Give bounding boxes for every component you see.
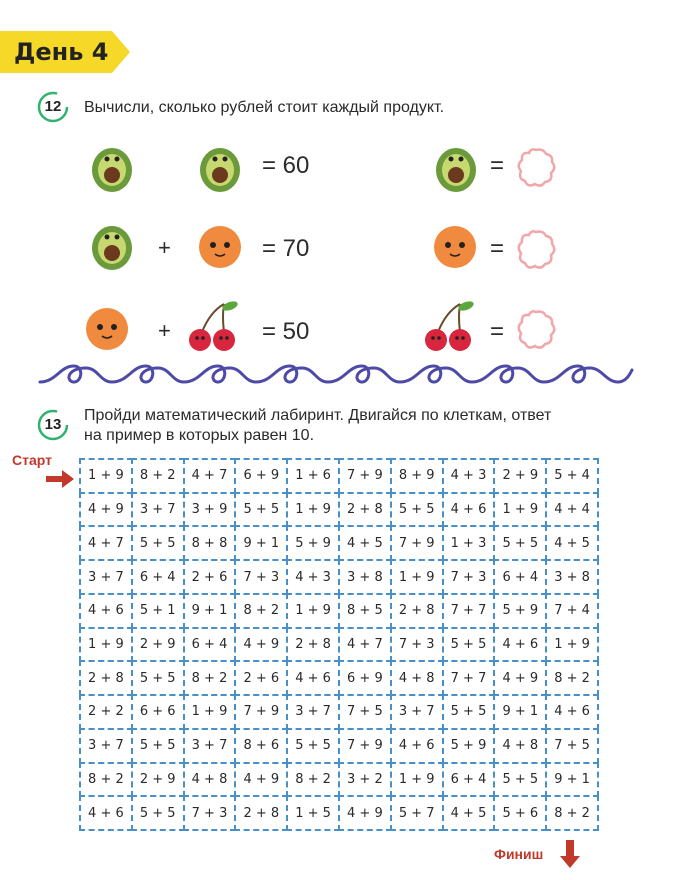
maze-cell[interactable]: 9 + 1 xyxy=(545,762,599,798)
maze-cell[interactable]: 6 + 4 xyxy=(131,559,185,595)
maze-cell[interactable]: 2 + 6 xyxy=(183,559,237,595)
maze-cell[interactable]: 3 + 2 xyxy=(338,762,392,798)
maze-cell[interactable]: 4 + 8 xyxy=(390,660,444,696)
maze-cell[interactable]: 4 + 9 xyxy=(234,762,288,798)
maze-cell[interactable]: 3 + 7 xyxy=(286,694,340,730)
plus-sign: + xyxy=(158,318,171,343)
maze-cell[interactable]: 8 + 2 xyxy=(234,593,288,629)
task-12-badge xyxy=(36,90,70,124)
maze-cell[interactable]: 6 + 4 xyxy=(442,762,496,798)
maze-cell[interactable]: 5 + 5 xyxy=(442,627,496,663)
maze-cell[interactable]: 5 + 5 xyxy=(493,762,547,798)
maze-cell[interactable]: 5 + 1 xyxy=(131,593,185,629)
maze-cell[interactable]: 3 + 8 xyxy=(545,559,599,595)
equation-1-result: = 60 xyxy=(262,152,310,179)
maze-cell[interactable]: 7 + 7 xyxy=(442,593,496,629)
finish-label: Финиш xyxy=(494,846,544,862)
maze-cell[interactable]: 4 + 3 xyxy=(286,559,340,595)
maze-cell[interactable]: 1 + 3 xyxy=(442,525,496,561)
maze-cell[interactable]: 4 + 8 xyxy=(183,762,237,798)
maze-cell[interactable]: 8 + 2 xyxy=(286,762,340,798)
maze-cell[interactable]: 7 + 3 xyxy=(390,627,444,663)
maze-cell[interactable]: 5 + 6 xyxy=(493,795,547,831)
maze-cell[interactable]: 6 + 9 xyxy=(234,458,288,494)
start-label: Старт xyxy=(12,452,52,468)
maze-cell[interactable]: 2 + 6 xyxy=(234,660,288,696)
maze-cell[interactable]: 4 + 5 xyxy=(442,795,496,831)
maze-cell[interactable]: 3 + 8 xyxy=(338,559,392,595)
maze-cell[interactable]: 6 + 4 xyxy=(493,559,547,595)
maze-cell[interactable]: 1 + 5 xyxy=(286,795,340,831)
orange-icon xyxy=(197,224,243,275)
maze-cell[interactable]: 7 + 3 xyxy=(234,559,288,595)
maze-cell[interactable]: 1 + 9 xyxy=(286,593,340,629)
maze-cell[interactable]: 4 + 4 xyxy=(545,492,599,528)
maze-cell[interactable]: 7 + 9 xyxy=(338,458,392,494)
maze-cell[interactable]: 6 + 6 xyxy=(131,694,185,730)
maze-cell[interactable]: 2 + 8 xyxy=(338,492,392,528)
orange-icon xyxy=(432,224,478,275)
maze-cell[interactable]: 1 + 6 xyxy=(286,458,340,494)
maze-cell[interactable]: 8 + 6 xyxy=(234,728,288,764)
maze-cell[interactable]: 4 + 9 xyxy=(234,627,288,663)
maze-cell[interactable]: 7 + 9 xyxy=(338,728,392,764)
orange-icon xyxy=(84,306,130,357)
maze-cell[interactable]: 4 + 6 xyxy=(286,660,340,696)
avocado-icon xyxy=(88,220,136,277)
maze-cell[interactable]: 1 + 9 xyxy=(79,458,133,494)
plus-sign: + xyxy=(158,235,171,260)
maze-cell[interactable]: 1 + 9 xyxy=(286,492,340,528)
task-12-number: 12 xyxy=(44,98,62,115)
avocado-icon xyxy=(88,142,136,199)
maze-cell[interactable]: 4 + 5 xyxy=(545,525,599,561)
answer-blob-1[interactable] xyxy=(516,146,556,195)
answer-blob-2[interactable] xyxy=(516,228,556,277)
equation-3-result: = 50 xyxy=(262,318,310,345)
maze-cell[interactable]: 3 + 7 xyxy=(79,728,133,764)
maze-cell[interactable]: 5 + 7 xyxy=(390,795,444,831)
equals-sign: = xyxy=(490,152,505,179)
cherry-icon xyxy=(186,298,242,359)
maze-cell[interactable]: 4 + 6 xyxy=(79,593,133,629)
maze-cell[interactable]: 5 + 5 xyxy=(234,492,288,528)
equals-sign: = xyxy=(490,318,505,345)
maze-cell[interactable]: 2 + 2 xyxy=(79,694,133,730)
maze-cell[interactable]: 4 + 5 xyxy=(338,525,392,561)
task-13-instruction-line2: на пример в которых равен 10. xyxy=(84,427,315,444)
wavy-divider xyxy=(36,358,636,394)
maze-cell[interactable]: 5 + 5 xyxy=(493,525,547,561)
maze-cell[interactable]: 7 + 4 xyxy=(545,593,599,629)
math-maze-grid xyxy=(80,459,598,830)
task-13-number: 13 xyxy=(44,416,62,433)
maze-cell[interactable]: 1 + 9 xyxy=(79,627,133,663)
maze-cell[interactable]: 4 + 3 xyxy=(442,458,496,494)
maze-cell[interactable]: 9 + 1 xyxy=(234,525,288,561)
maze-cell[interactable]: 8 + 2 xyxy=(131,458,185,494)
maze-cell[interactable]: 1 + 9 xyxy=(183,694,237,730)
maze-cell[interactable]: 2 + 8 xyxy=(390,593,444,629)
task-12-instruction: Вычисли, сколько рублей стоит каждый продукт. xyxy=(84,99,445,116)
cherry-icon xyxy=(422,298,478,359)
avocado-icon xyxy=(432,142,480,199)
maze-cell[interactable]: 3 + 7 xyxy=(183,728,237,764)
maze-cell[interactable]: 3 + 7 xyxy=(131,492,185,528)
maze-cell[interactable]: 5 + 5 xyxy=(131,795,185,831)
day-label: День 4 xyxy=(14,38,109,66)
maze-cell[interactable]: 4 + 9 xyxy=(79,492,133,528)
maze-cell[interactable]: 7 + 9 xyxy=(234,694,288,730)
maze-cell[interactable]: 5 + 5 xyxy=(131,525,185,561)
maze-cell[interactable]: 6 + 4 xyxy=(183,627,237,663)
task-13-badge xyxy=(36,408,70,442)
maze-cell[interactable]: 7 + 3 xyxy=(183,795,237,831)
maze-cell[interactable]: 5 + 9 xyxy=(286,525,340,561)
maze-cell[interactable]: 5 + 5 xyxy=(390,492,444,528)
maze-cell[interactable]: 4 + 6 xyxy=(79,795,133,831)
maze-cell[interactable]: 8 + 8 xyxy=(183,525,237,561)
maze-cell[interactable]: 8 + 2 xyxy=(79,762,133,798)
maze-cell[interactable]: 4 + 8 xyxy=(493,728,547,764)
maze-cell[interactable]: 7 + 9 xyxy=(390,525,444,561)
task-13-instruction-line1: Пройди математический лабиринт. Двигайся по клеткам, ответ xyxy=(84,407,552,424)
maze-cell[interactable]: 4 + 6 xyxy=(545,694,599,730)
maze-cell[interactable]: 3 + 7 xyxy=(390,694,444,730)
maze-cell[interactable]: 4 + 7 xyxy=(338,627,392,663)
finish-arrow-icon xyxy=(560,840,580,868)
maze-cell[interactable]: 8 + 5 xyxy=(338,593,392,629)
maze-cell[interactable]: 9 + 1 xyxy=(493,694,547,730)
maze-cell[interactable]: 8 + 2 xyxy=(183,660,237,696)
maze-cell[interactable]: 7 + 3 xyxy=(442,559,496,595)
avocado-icon xyxy=(196,142,244,199)
start-arrow-icon xyxy=(46,470,74,488)
maze-cell[interactable]: 5 + 5 xyxy=(131,728,185,764)
maze-cell[interactable]: 4 + 6 xyxy=(442,492,496,528)
maze-cell[interactable]: 4 + 7 xyxy=(183,458,237,494)
maze-cell[interactable]: 8 + 2 xyxy=(545,660,599,696)
maze-cell[interactable]: 5 + 9 xyxy=(442,728,496,764)
maze-cell[interactable]: 3 + 9 xyxy=(183,492,237,528)
equation-2-result: = 70 xyxy=(262,235,310,262)
maze-cell[interactable]: 8 + 2 xyxy=(545,795,599,831)
maze-cell[interactable]: 1 + 9 xyxy=(493,492,547,528)
maze-cell[interactable]: 1 + 9 xyxy=(545,627,599,663)
maze-cell[interactable]: 1 + 9 xyxy=(390,762,444,798)
maze-cell[interactable]: 7 + 5 xyxy=(545,728,599,764)
maze-cell[interactable]: 7 + 7 xyxy=(442,660,496,696)
day-banner xyxy=(0,31,130,73)
maze-cell[interactable]: 2 + 9 xyxy=(131,627,185,663)
maze-cell[interactable]: 2 + 8 xyxy=(234,795,288,831)
maze-cell[interactable]: 2 + 8 xyxy=(286,627,340,663)
maze-cell[interactable]: 5 + 5 xyxy=(286,728,340,764)
maze-cell[interactable]: 5 + 5 xyxy=(131,660,185,696)
maze-cell[interactable]: 7 + 5 xyxy=(338,694,392,730)
maze-cell[interactable]: 2 + 9 xyxy=(493,458,547,494)
maze-cell[interactable]: 5 + 5 xyxy=(442,694,496,730)
maze-cell[interactable]: 2 + 9 xyxy=(131,762,185,798)
maze-cell[interactable]: 4 + 6 xyxy=(390,728,444,764)
maze-cell[interactable]: 4 + 9 xyxy=(493,660,547,696)
maze-cell[interactable]: 8 + 9 xyxy=(390,458,444,494)
maze-cell[interactable]: 4 + 9 xyxy=(338,795,392,831)
maze-cell[interactable]: 5 + 9 xyxy=(493,593,547,629)
maze-cell[interactable]: 3 + 7 xyxy=(79,559,133,595)
equals-sign: = xyxy=(490,235,505,262)
answer-blob-3[interactable] xyxy=(516,308,556,357)
maze-cell[interactable]: 1 + 9 xyxy=(390,559,444,595)
maze-cell[interactable]: 9 + 1 xyxy=(183,593,237,629)
maze-cell[interactable]: 6 + 9 xyxy=(338,660,392,696)
maze-cell[interactable]: 2 + 8 xyxy=(79,660,133,696)
maze-cell[interactable]: 5 + 4 xyxy=(545,458,599,494)
maze-cell[interactable]: 4 + 7 xyxy=(79,525,133,561)
maze-cell[interactable]: 4 + 6 xyxy=(493,627,547,663)
